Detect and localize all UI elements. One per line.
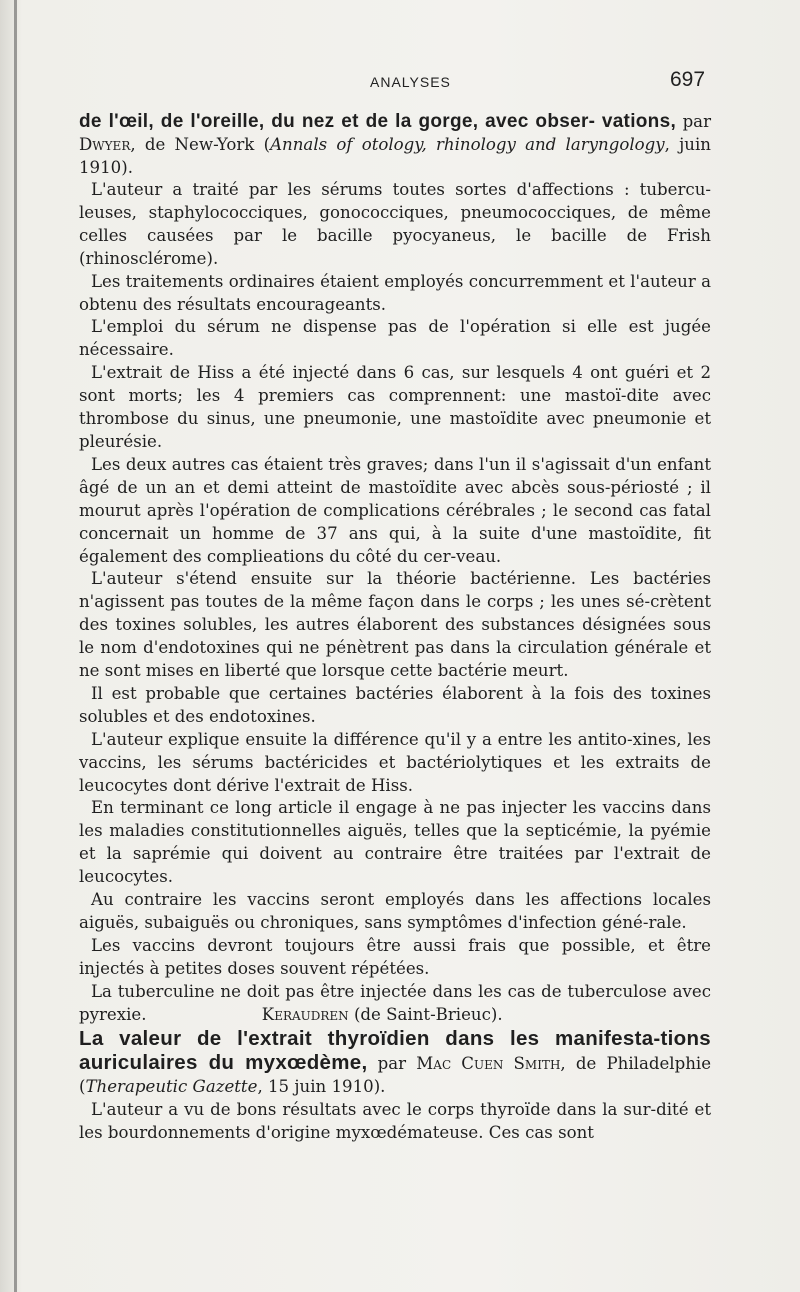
paragraph: Les traitements ordinaires étaient employés concurremment et l'auteur a obtenu des résultats encourageants. [79,271,711,314]
paragraph: Les deux autres cas étaient très graves; dans l'un il s'agissait d'un enfant âgé de un an et demi atteint de mastoïdite avec abcès sous-périosté ; il mourut après l'opération de complications cérébrales ; le second cas fatal concernait un homme de 37 ans qui, à la suite d'une mastoïdite, fit également des complieations du côté du cer-veau. [79,454,711,566]
article2-journal: Therapeutic Gazette [85,1077,258,1097]
body-text [79,110,711,1145]
article1-journal: Annals of otology, rhinology and laryngology [270,135,665,154]
paragraph-with-signature: La tuberculine ne doit pas être injectée dans les cas de tuberculose avec pyrexie. Keraudren (de Saint-Brieuc). [79,981,711,1024]
article1-heading: de l'œil, de l'oreille, du nez et de la gorge, avec obser- vations, par Dwyer, de New-York (Annals of otology, rhinology and laryngology, juin 1910). [79,111,712,177]
article2-heading: La valeur de l'extrait thyroïdien dans les manifesta-tions auriculaires du myxœdème, par Mac Cuen Smith, de Philadelphie (Therapeutic Gazette, 15 juin 1910). [79,1026,712,1097]
paragraph: L'emploi du sérum ne dispense pas de l'opération si elle est jugée nécessaire. [79,317,711,360]
reviewer-signature: Keraudren (de Saint-Brieuc). [261,1004,503,1024]
section-title: ANALYSES [370,74,451,90]
paragraph: L'auteur a vu de bons résultats avec le corps thyroïde dans la sur-dité et les bourdonnements d'origine myxœdémateuse. Ces cas sont [79,1100,711,1143]
paragraph: L'extrait de Hiss a été injecté dans 6 cas, sur lesquels 4 ont guéri et 2 sont morts; les 4 premiers cas comprennent: une mastoï-dite avec thrombose du sinus, une pneumonie, une mastoïdite avec pneumonie et pleurésie. [79,363,711,451]
paragraph: L'auteur a traité par les sérums toutes sortes d'affections : tubercu-leuses, staphylococciques, gonococciques, pneumococciques, de même celles causées par le bacille pyocyaneus, le bacille de Frish (rhinosclérome). [79,180,711,268]
paragraph: L'auteur s'étend ensuite sur la théorie bactérienne. Les bactéries n'agissent pas toutes de la même façon dans le corps ; les unes sé-crètent des toxines solubles, les autres élaborent des substances désignées sous le nom d'endotoxines qui ne pénètrent pas dans la circulation générale et ne sont mises en liberté que lorsque cette bactérie meurt. [79,569,711,681]
paragraph: Au contraire les vaccins seront employés dans les affections locales aiguës, subaiguës ou chroniques, sans symptômes d'infection géné-rale. [79,890,711,932]
paragraph: L'auteur explique ensuite la différence qu'il y a entre les antito-xines, les vaccins, les sérums bactéricides et bactériolytiques et les extraits de leucocytes dont dérive l'extrait de Hiss. [79,729,711,795]
article2-author: Mac Cuen Smith [416,1054,561,1074]
page-number: 697 [670,68,706,91]
paragraph: En terminant ce long article il engage à ne pas injecter les vaccins dans les maladies constitutionnelles aiguës, telles que la septicémie, la pyémie et la saprémie qui doivent au contraire être traitées par l'extrait de leucocytes. [79,798,711,887]
running-head [0,66,800,96]
article1-author: Dwyer [79,135,131,154]
paragraph: Les vaccins devront toujours être aussi frais que possible, et être injectés à petites doses souvent répétées. [79,935,711,978]
book-spine-edge [14,0,17,1292]
paragraph: Il est probable que certaines bactéries élaborent à la fois des toxines solubles et des endotoxines. [79,683,711,726]
